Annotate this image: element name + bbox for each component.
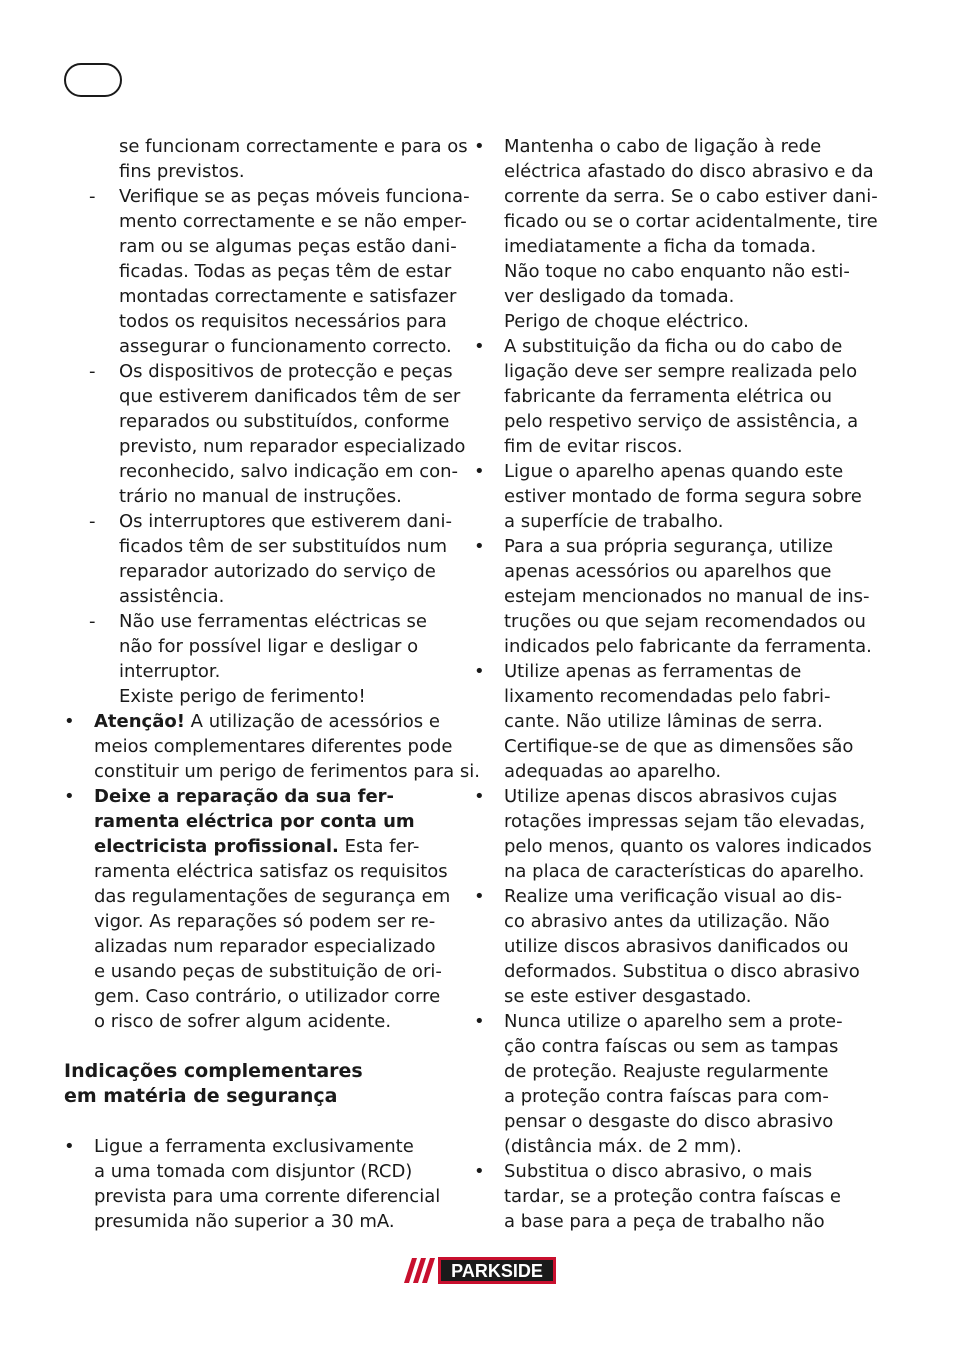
text-line: meios complementares diferentes pode — [94, 736, 453, 757]
bullet-marker: • — [64, 786, 75, 807]
bullet-marker: • — [64, 711, 75, 732]
text-line: gem. Caso contrário, o utilizador corre — [94, 986, 441, 1007]
dash-marker: - — [89, 361, 96, 382]
text-line: se funcionam correctamente e para os — [119, 136, 468, 157]
text-line: interruptor. — [119, 661, 221, 682]
text-line: trário no manual de instruções. — [119, 486, 402, 507]
bullet-marker: • — [474, 661, 485, 682]
text-line: corrente da serra. Se o cabo estiver dani- — [504, 186, 878, 207]
text-line: vigor. As reparações só podem ser re- — [94, 911, 436, 932]
text-line: que estiverem danificados têm de ser — [119, 386, 461, 407]
text-line: ficados têm de ser substituídos num — [119, 536, 447, 557]
text-line: assegurar o funcionamento correcto. — [119, 336, 452, 357]
text-line: Certifique-se de que as dimensões são — [504, 736, 854, 757]
text-line: na placa de características do aparelho. — [504, 861, 865, 882]
logo-text: PARKSIDE — [451, 1261, 543, 1281]
sub-item-line: - Os interruptores que estiverem dani- — [89, 511, 452, 532]
bullet-marker: • — [64, 1136, 75, 1157]
bullet-line: • Utilize apenas discos abrasivos cujas — [474, 786, 838, 807]
text-line: reconhecido, salvo indicação em con- — [119, 461, 459, 482]
bullet-marker: • — [474, 1161, 485, 1182]
text-line: Não toque no cabo enquanto não esti- — [504, 261, 850, 282]
text-line: pelo respetivo serviço de assistência, a — [504, 411, 859, 432]
text-line: ramenta eléctrica satisfaz os requisitos — [94, 861, 448, 882]
text-line: ver desligado da tomada. — [504, 286, 735, 307]
text-line: ficadas. Todas as peças têm de estar — [119, 261, 452, 282]
text-line: imediatamente a ficha da tomada. — [504, 236, 817, 257]
bullet-line: • Nunca utilize o aparelho sem a prote- — [474, 1011, 843, 1032]
text-line: previsto, num reparador especializado — [119, 436, 466, 457]
bullet-marker: • — [474, 336, 485, 357]
text-line: reparador autorizado do serviço de — [119, 561, 436, 582]
text-line: fabricante da ferramenta elétrica ou — [504, 386, 832, 407]
text-line: pelo menos, quanto os valores indicados — [504, 836, 872, 857]
text-line: a base para a peça de trabalho não — [504, 1211, 825, 1232]
text-line: constituir um perigo de ferimentos para si. — [94, 761, 480, 782]
section-heading: Indicações complementares — [64, 1060, 363, 1082]
language-badge — [64, 63, 122, 97]
text-line: de proteção. Reajuste regularmente — [504, 1061, 829, 1082]
text-line: apenas acessórios ou aparelhos que — [504, 561, 832, 582]
bullet-marker: • — [474, 786, 485, 807]
sub-item-line: - Verifique se as peças móveis funciona- — [89, 186, 470, 207]
text-line: a proteção contra faíscas para com- — [504, 1086, 829, 1107]
bullet-marker: • — [474, 1011, 485, 1032]
text-line: deformados. Substitua o disco abrasivo — [504, 961, 860, 982]
sub-item-line: - Os dispositivos de protecção e peças — [89, 361, 453, 382]
section-heading: em matéria de segurança — [64, 1085, 338, 1107]
text-line: co abrasivo antes da utilização. Não — [504, 911, 830, 932]
text-line: eléctrica afastado do disco abrasivo e da — [504, 161, 874, 182]
text-line: e usando peças de substituição de ori- — [94, 961, 442, 982]
text-line: a uma tomada com disjuntor (RCD) — [94, 1161, 413, 1182]
bullet-marker: • — [474, 886, 485, 907]
bullet-line: • A substituição da ficha ou do cabo de — [474, 336, 843, 357]
text-line: ção contra faíscas ou sem as tampas — [504, 1036, 839, 1057]
bullet-line: • Utilize apenas as ferramentas de — [474, 661, 802, 682]
text-line: se este estiver desgastado. — [504, 986, 752, 1007]
text-line: montadas correctamente e satisfazer — [119, 286, 457, 307]
text-line: pensar o desgaste do disco abrasivo — [504, 1111, 834, 1132]
bullet-marker: • — [474, 461, 485, 482]
bullet-line: • Ligue o aparelho apenas quando este — [474, 461, 844, 482]
text-line: a superfície de trabalho. — [504, 511, 724, 532]
text-line: ligação deve ser sempre realizada pelo — [504, 361, 858, 382]
text-line: ramenta eléctrica por conta um — [94, 811, 415, 832]
bullet-line: • Deixe a reparação da sua fer- — [64, 786, 395, 807]
parkside-logo — [400, 1254, 558, 1287]
text-line: Perigo de choque eléctrico. — [504, 311, 749, 332]
bullet-line: • Substitua o disco abrasivo, o mais — [474, 1161, 813, 1182]
bullet-line: • Mantenha o cabo de ligação à rede — [474, 136, 822, 157]
text-line: adequadas ao aparelho. — [504, 761, 722, 782]
text-line: tardar, se a proteção contra faíscas e — [504, 1186, 842, 1207]
text-line: utilize discos abrasivos danificados ou — [504, 936, 849, 957]
text-line: fim de evitar riscos. — [504, 436, 683, 457]
text-line: assistência. — [119, 586, 225, 607]
text-line: truções ou que sejam recomendados ou — [504, 611, 866, 632]
text-line: cante. Não utilize lâminas de serra. — [504, 711, 823, 732]
text-line: mento correctamente e se não emper- — [119, 211, 467, 232]
text-line: das regulamentações de segurança em — [94, 886, 451, 907]
right-column — [474, 134, 878, 1234]
text-line: fins previstos. — [119, 161, 245, 182]
text-line: alizadas num reparador especializado — [94, 936, 436, 957]
dash-marker: - — [89, 611, 96, 632]
text-line: estiver montado de forma segura sobre — [504, 486, 862, 507]
bullet-marker: • — [474, 136, 485, 157]
text-line: (distância máx. de 2 mm). — [504, 1136, 742, 1157]
left-column — [64, 134, 480, 1234]
text-line: reparados ou substituídos, conforme — [119, 411, 450, 432]
bullet-line: • Realize uma verificação visual ao dis- — [474, 886, 843, 907]
text-line: indicados pelo fabricante da ferramenta. — [504, 636, 872, 657]
text-line: não for possível ligar e desligar o — [119, 636, 419, 657]
bullet-line: • Para a sua própria segurança, utilize — [474, 536, 834, 557]
text-line: electricista profissional. Esta fer- — [94, 836, 420, 857]
bullet-line: • Atenção! A utilização de acessórios e — [64, 711, 440, 732]
text-line: todos os requisitos necessários para — [119, 311, 447, 332]
dash-marker: - — [89, 186, 96, 207]
bullet-marker: • — [474, 536, 485, 557]
text-line: lixamento recomendadas pelo fabri- — [504, 686, 831, 707]
text-line: prevista para uma corrente diferencial — [94, 1186, 441, 1207]
text-line: presumida não superior a 30 mA. — [94, 1211, 395, 1232]
text-line: Existe perigo de ferimento! — [119, 686, 366, 707]
text-line: estejam mencionados no manual de ins- — [504, 586, 870, 607]
text-line: rotações impressas sejam tão elevadas, — [504, 811, 866, 832]
text-line: ram ou se algumas peças estão dani- — [119, 236, 457, 257]
text-line: ficado ou se o cortar acidentalmente, tire — [504, 211, 878, 232]
sub-item-line: - Não use ferramentas eléctricas se — [89, 611, 427, 632]
text-line: o risco de sofrer algum acidente. — [94, 1011, 392, 1032]
bullet-line: • Ligue a ferramenta exclusivamente — [64, 1136, 414, 1157]
dash-marker: - — [89, 511, 96, 532]
